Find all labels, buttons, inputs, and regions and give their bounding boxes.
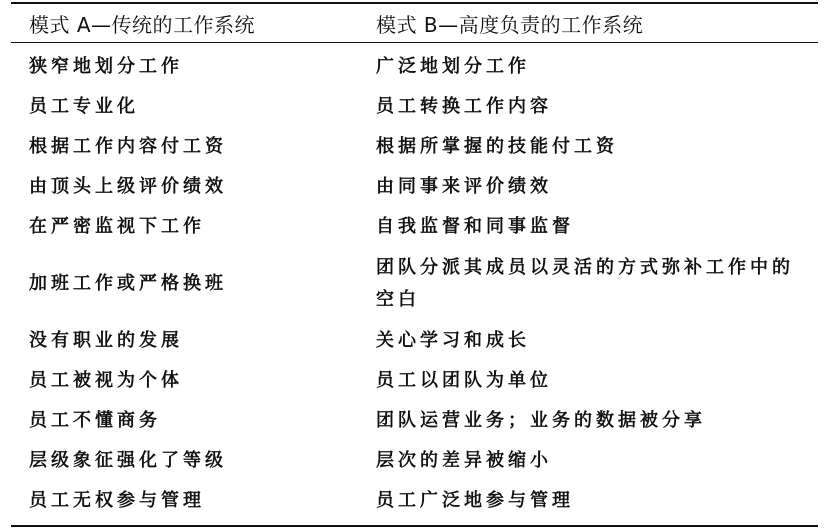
cell-mode-b: 广泛地划分工作 [376, 56, 530, 77]
cell-mode-a: 在严密监视下工作 [29, 216, 205, 237]
cell-mode-a: 加班工作或严格换班 [29, 273, 227, 294]
table-row [11, 361, 818, 401]
cell-mode-a: 员工被视为个体 [29, 370, 183, 391]
cell-mode-b: 员工广泛地参与管理 [376, 490, 574, 511]
cell-mode-a: 层级象征强化了等级 [29, 450, 227, 471]
cell-mode-b: 层次的差异被缩小 [376, 450, 552, 471]
comparison-table [11, 2, 818, 527]
table-row [11, 321, 818, 361]
cell-mode-b: 由同事来评价绩效 [376, 176, 552, 197]
table-row [11, 87, 818, 127]
header-mode-b: 模式 B—高度负责的工作系统 [376, 12, 644, 37]
cell-mode-a: 员工无权参与管理 [29, 490, 205, 511]
cell-mode-b: 员工转换工作内容 [376, 96, 552, 117]
table-row [11, 401, 818, 441]
cell-mode-b: 自我监督和同事监督 [376, 216, 574, 237]
cell-mode-a: 员工不懂商务 [29, 410, 161, 431]
cell-mode-b: 根据所掌握的技能付工资 [376, 136, 618, 157]
cell-mode-b: 关心学习和成长 [376, 330, 530, 351]
table-row [11, 207, 818, 247]
table-row [11, 441, 818, 481]
table-row [11, 481, 818, 521]
header-mode-a: 模式 A—传统的工作系统 [29, 12, 256, 37]
table-row [11, 247, 818, 321]
cell-mode-b: 员工以团队为单位 [376, 370, 552, 391]
cell-mode-a: 根据工作内容付工资 [29, 136, 227, 157]
table-row [11, 47, 818, 87]
table-row [11, 127, 818, 167]
cell-mode-b: 团队分派其成员以灵活的方式弥补工作中的空白 [376, 257, 794, 310]
cell-mode-b: 团队运营业务；业务的数据被分享 [376, 410, 706, 431]
table-row [11, 167, 818, 207]
table-header-row [11, 4, 818, 42]
cell-mode-a: 没有职业的发展 [29, 330, 183, 351]
cell-mode-a: 狭窄地划分工作 [29, 56, 183, 77]
cell-mode-a: 由顶头上级评价绩效 [29, 176, 227, 197]
table-body [11, 43, 818, 525]
cell-mode-a: 员工专业化 [29, 96, 139, 117]
